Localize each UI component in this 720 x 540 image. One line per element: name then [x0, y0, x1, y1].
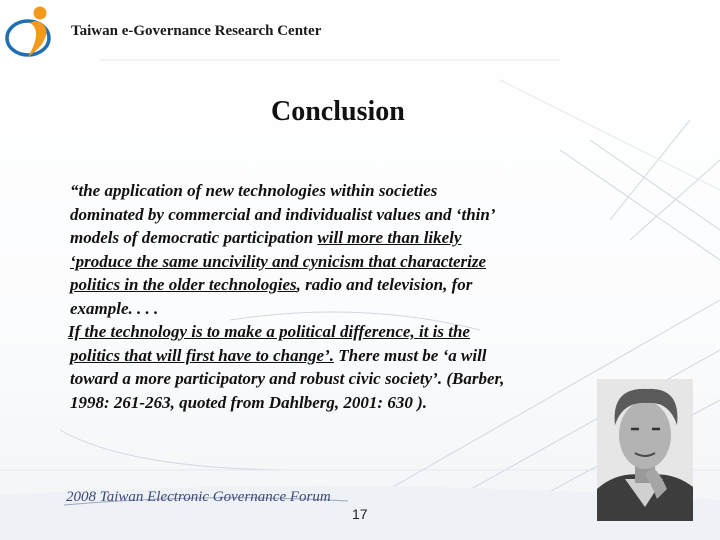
quote-text: , radio and television, for	[296, 275, 473, 294]
portrait-photo	[597, 379, 693, 521]
quote-line	[70, 226, 590, 250]
quote-line: ‘produce the same uncivility and cynicism that characterize	[70, 251, 487, 271]
page-number: 17	[352, 506, 368, 522]
slide-title: Conclusion	[271, 96, 405, 127]
quote-text-underlined: politics that will first have to change’.	[70, 345, 334, 365]
quote-line: “the application of new technologies within societies	[70, 181, 438, 200]
quote-text-underlined: politics in the older technologies	[70, 275, 297, 294]
forum-logo	[62, 483, 352, 511]
quote-line	[70, 344, 590, 368]
center-logo	[2, 2, 64, 64]
center-name: Taiwan e-Governance Research Center	[71, 23, 322, 39]
quote-text: There must be ‘a will	[333, 345, 487, 365]
quote-line: dominated by commercial and individualist values and ‘thin’	[70, 204, 496, 224]
quote-line: toward a more participatory and robust civic society’. (Barber,	[70, 369, 505, 388]
quote-block	[70, 179, 590, 414]
quote-line: 1998: 261-263, quoted from Dahlberg, 2001: 630 ).	[70, 392, 427, 412]
quote-text: models of democratic participation	[70, 228, 318, 247]
quote-line: If the technology is to make a political difference, it is the	[68, 322, 470, 341]
quote-line: example. . . .	[70, 298, 159, 318]
quote-text-underlined: will more than likely	[317, 228, 462, 247]
quote-line	[70, 273, 590, 297]
forum-logo-text: 2008 Taiwan Electronic Governance Forum	[66, 489, 331, 505]
